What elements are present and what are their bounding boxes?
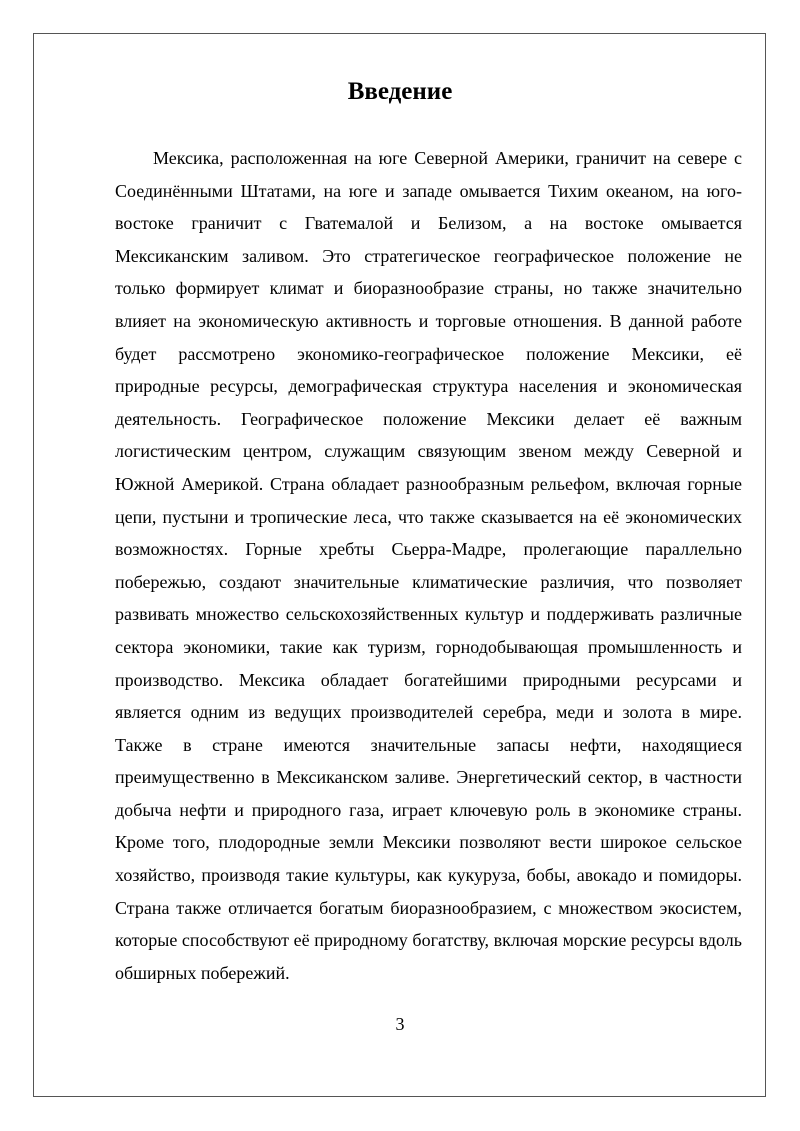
page-number: 3 xyxy=(395,1014,405,1034)
body-paragraph: Мексика, расположенная на юге Северной Америки, граничит на севере с Соединёнными Штатами, на юге и западе омывается Тихим океаном, на юго-востоке граничит с Гватемалой и Белизом, а на востоке омывается Мексиканским заливом. Это стратегическое географическое положение не только формирует климат и биоразнообразие страны, но также значительно влияет на экономическую активность и торговые отношения. В данной работе будет рассмотрено экономико-географическое положение Мексики, её природные ресурсы, демографическая структура населения и экономическая деятельность. Географическое положение Мексики делает её важным логистическим центром, служащим связующим звеном между Северной и Южной Америкой. Страна обладает разнообразным рельефом, включая горные цепи, пустыни и тропические леса, что также сказывается на её экономических возможностях. Горные хребты Сьерра-Мадре, пролегающие параллельно побережью, создают значительные климатические различия, что позволяет развивать множество сельскохозяйственных культур и поддерживать различные сектора экономики, такие как туризм, горнодобывающая промышленность и производство. Мексика обладает богатейшими природными ресурсами и является одним из ведущих производителей серебра, меди и золота в мире. Также в стране имеются значительные запасы нефти, находящиеся преимущественно в Мексиканском заливе. Энергетический сектор, в частности добыча нефти и природного газа, играет ключевую роль в экономике страны. Кроме того, плодородные земли Мексики позволяют вести широкое сельское хозяйство, производя такие культуры, как кукуруза, бобы, авокадо и помидоры. Страна также отличается богатым биоразнообразием, с множеством экосистем, которые способствуют её природному богатству, включая морские ресурсы вдоль обширных побережий. xyxy=(115,148,742,983)
page-title: Введение xyxy=(347,78,453,105)
